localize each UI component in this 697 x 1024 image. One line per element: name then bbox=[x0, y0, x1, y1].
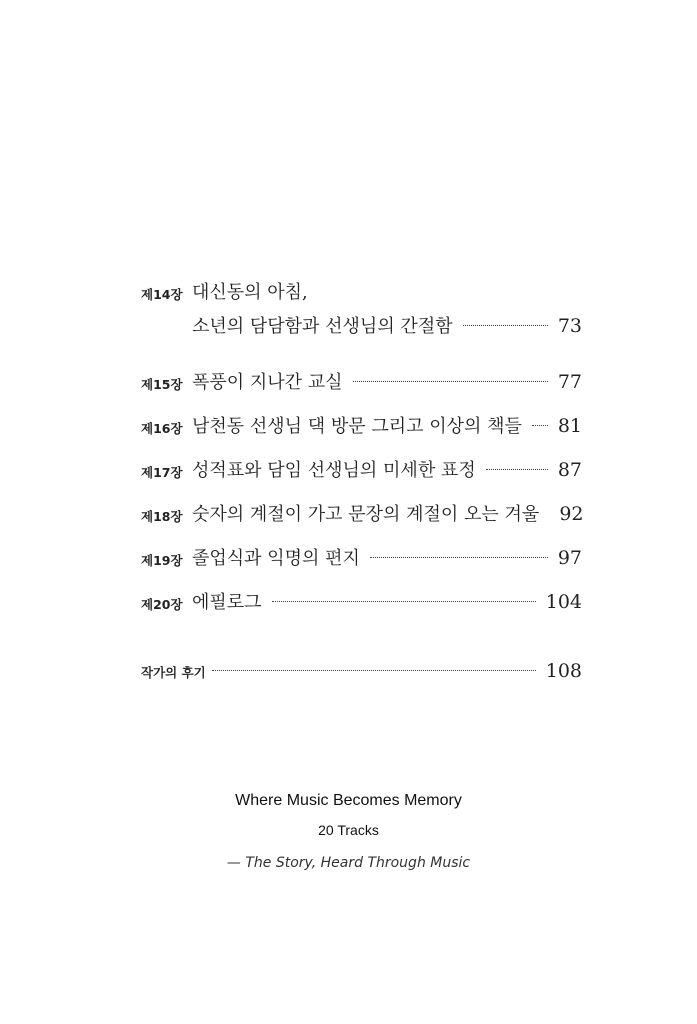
chapter-label: 제16장 bbox=[141, 421, 183, 436]
chapter-title: 성적표와 담임 선생님의 미세한 표정 bbox=[192, 460, 476, 481]
toc-entry-17[interactable] bbox=[141, 454, 582, 498]
chapter-title-line1: 대신동의 아침, bbox=[192, 282, 308, 303]
page-number: 92 bbox=[559, 503, 584, 525]
page-number: 87 bbox=[557, 459, 582, 481]
dot-leader bbox=[272, 600, 536, 602]
chapter-title: 에필로그 bbox=[192, 592, 262, 613]
afterword-label: 작가의 후기 bbox=[141, 665, 206, 680]
chapter-label: 제17장 bbox=[141, 465, 183, 480]
toc-entry-19[interactable] bbox=[141, 542, 582, 586]
dot-leader bbox=[212, 669, 536, 671]
page-number: 81 bbox=[557, 415, 582, 437]
toc-entry-20[interactable] bbox=[141, 586, 582, 630]
chapter-label: 제18장 bbox=[141, 509, 183, 524]
footer-subtitle: 20 Tracks bbox=[318, 822, 379, 838]
chapter-label: 제19장 bbox=[141, 553, 183, 568]
toc-row bbox=[192, 588, 582, 614]
page-number: 104 bbox=[545, 591, 582, 613]
chapter-title: 소년의 담담함과 선생님의 간절함 bbox=[192, 316, 453, 337]
chapter-title: 졸업식과 익명의 편지 bbox=[192, 548, 360, 569]
toc-entry-18[interactable] bbox=[141, 498, 582, 542]
toc-row bbox=[192, 368, 582, 394]
page-number: 73 bbox=[557, 315, 582, 337]
dot-leader bbox=[370, 556, 548, 558]
toc-entry-14[interactable] bbox=[141, 276, 582, 366]
toc-row bbox=[192, 412, 582, 438]
toc-entry-afterword[interactable] bbox=[141, 660, 582, 682]
page-number: 77 bbox=[557, 371, 582, 393]
toc-row bbox=[192, 456, 582, 482]
toc-row bbox=[192, 500, 582, 526]
dot-leader bbox=[486, 468, 548, 470]
page-number: 108 bbox=[545, 660, 582, 682]
page-number: 97 bbox=[557, 547, 582, 569]
chapter-title: 폭풍이 지나간 교실 bbox=[192, 372, 343, 393]
footer-title: Where Music Becomes Memory bbox=[235, 792, 462, 809]
toc-row bbox=[192, 544, 582, 570]
table-of-contents bbox=[141, 276, 582, 630]
dot-leader bbox=[532, 424, 548, 426]
chapter-label: 제20장 bbox=[141, 597, 183, 612]
dot-leader bbox=[353, 380, 548, 382]
chapter-label: 제15장 bbox=[141, 377, 183, 392]
chapter-title: 남천동 선생님 댁 방문 그리고 이상의 책들 bbox=[192, 416, 522, 437]
chapter-title: 숫자의 계절이 가고 문장의 계절이 오는 겨울 bbox=[192, 504, 540, 525]
toc-row bbox=[192, 312, 582, 338]
toc-entry-15[interactable] bbox=[141, 366, 582, 410]
dot-leader bbox=[463, 324, 548, 326]
footer-tagline: — The Story, Heard Through Music bbox=[226, 855, 471, 871]
chapter-label: 제14장 bbox=[141, 287, 183, 302]
toc-entry-16[interactable] bbox=[141, 410, 582, 454]
